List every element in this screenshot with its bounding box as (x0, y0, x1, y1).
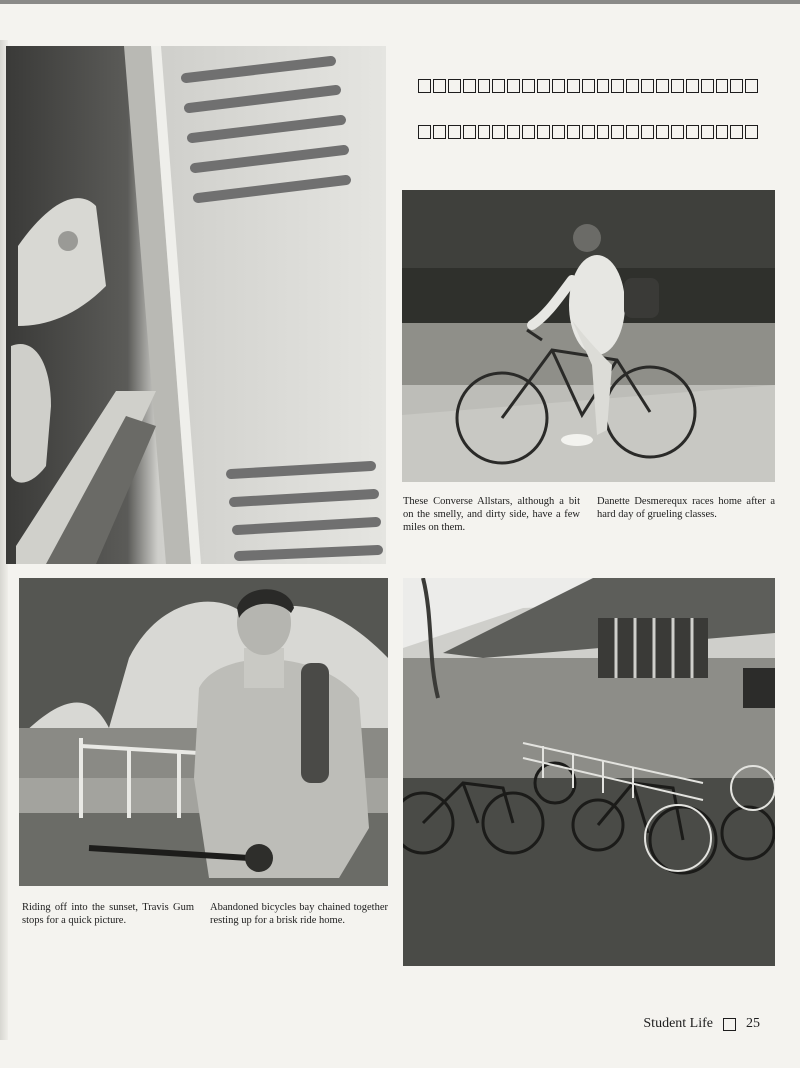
photo-travis-gum (19, 578, 388, 886)
decorative-box (522, 125, 535, 139)
decorative-box (611, 125, 624, 139)
decorative-box (463, 125, 476, 139)
decorative-box (552, 125, 565, 139)
decorative-box (418, 125, 431, 139)
decorative-box (478, 125, 491, 139)
decorative-box (701, 125, 714, 139)
decorative-box (492, 125, 505, 139)
decorative-box (686, 79, 699, 93)
decorative-box (730, 125, 743, 139)
decorative-box (492, 79, 505, 93)
decorative-box (671, 79, 684, 93)
photo-danette-cycling (402, 190, 775, 482)
page-top-edge (0, 0, 800, 4)
decorative-box (582, 125, 595, 139)
decorative-box (522, 79, 535, 93)
decorative-box-row (418, 125, 758, 143)
decorative-box (433, 79, 446, 93)
decorative-box (463, 79, 476, 93)
caption-abandoned-bicycles: Abandoned bicycles bay chained together resting up for a brisk ride home. (210, 902, 388, 926)
decorative-box (537, 79, 550, 93)
decorative-box (611, 79, 624, 93)
decorative-box (537, 125, 550, 139)
caption-travis-gum: Riding off into the sunset, Travis Gum stops for a quick picture. (22, 902, 194, 926)
decorative-box (656, 79, 669, 93)
section-title: Student Life (643, 1016, 713, 1031)
decorative-box (448, 125, 461, 139)
decorative-box (716, 125, 729, 139)
decorative-box-row (418, 79, 758, 97)
page-number: 25 (746, 1016, 760, 1031)
decorative-box (745, 79, 758, 93)
page-footer (643, 1016, 760, 1032)
decorative-box (701, 79, 714, 93)
decorative-square-icon (723, 1018, 736, 1031)
decorative-box (507, 125, 520, 139)
decorative-box (448, 79, 461, 93)
decorative-box (567, 125, 580, 139)
photo-locker-shoes (6, 46, 386, 564)
decorative-box (686, 125, 699, 139)
decorative-box (716, 79, 729, 93)
decorative-box (597, 125, 610, 139)
decorative-box (656, 125, 669, 139)
caption-converse-allstars: These Converse Allstars, although a bit on the smelly, and dirty side, have a few miles on them. (403, 496, 580, 533)
decorative-box (433, 125, 446, 139)
decorative-box (597, 79, 610, 93)
decorative-box (552, 79, 565, 93)
decorative-box (478, 79, 491, 93)
decorative-box (671, 125, 684, 139)
decorative-box (626, 125, 639, 139)
decorative-box (507, 79, 520, 93)
decorative-box (745, 125, 758, 139)
photo-bike-rack (403, 578, 775, 966)
decorative-box (641, 125, 654, 139)
decorative-box (641, 79, 654, 93)
decorative-box (582, 79, 595, 93)
decorative-box (567, 79, 580, 93)
decorative-box (730, 79, 743, 93)
decorative-box (626, 79, 639, 93)
decorative-box (418, 79, 431, 93)
caption-danette: Danette Desmerequx races home after a hard day of grueling classes. (597, 496, 775, 520)
